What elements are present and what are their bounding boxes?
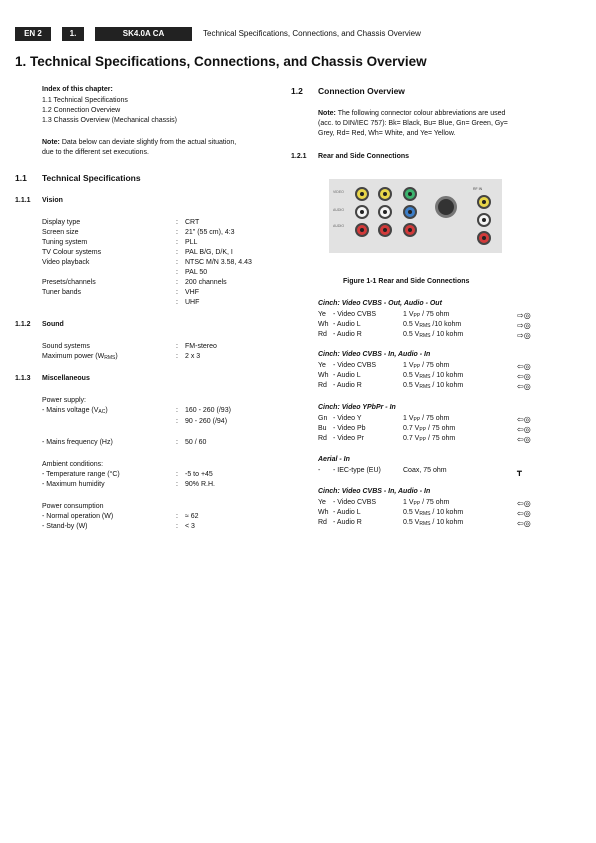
colon: : bbox=[176, 239, 178, 246]
header-title: Technical Specifications, Connections, and Chassis Overview bbox=[203, 29, 421, 38]
vision-label: Display type bbox=[42, 219, 81, 226]
connector-description: - Video CVBS bbox=[333, 499, 377, 506]
temperature-value: -5 to +45 bbox=[185, 471, 213, 478]
section-1-2-1-number: 1.2.1 bbox=[291, 153, 307, 160]
connector-description: - Audio L bbox=[333, 321, 361, 328]
page-number-badge: EN 2 bbox=[15, 27, 51, 41]
ambient-label: Ambient conditions: bbox=[42, 461, 104, 468]
connector-value: 1 $V_{PP} / 75$ ohm bbox=[403, 311, 450, 319]
red-cinch-jack bbox=[403, 223, 417, 237]
connector-value: 1 $V_{PP} / 75$ ohm bbox=[403, 362, 450, 370]
vision-label: Tuning system bbox=[42, 239, 88, 246]
sound-power-value: 2 x 3 bbox=[185, 353, 201, 360]
panel-label-rf-in: RF IN bbox=[473, 187, 483, 191]
colon: : bbox=[176, 289, 178, 296]
vision-row bbox=[42, 239, 242, 249]
sound-systems-value: FM-stereo bbox=[185, 343, 217, 350]
humidity-value: 90% R.H. bbox=[185, 481, 215, 488]
vision-row bbox=[42, 289, 242, 299]
colon: : bbox=[176, 439, 178, 446]
vision-value: 200 channels bbox=[185, 279, 227, 286]
connector-description: - Audio R bbox=[333, 519, 362, 526]
mains-voltage-value-2: 90 - 260 (/94) bbox=[185, 418, 228, 425]
connector-group-title: Cinch: Video CVBS - Out, Audio - Out bbox=[318, 300, 442, 307]
vision-label: Video playback bbox=[42, 259, 90, 266]
connector-colour: Rd bbox=[318, 331, 327, 338]
connector-direction-icon: ┳ bbox=[517, 467, 522, 476]
vision-value: PAL B/G, D/K, I bbox=[185, 249, 233, 256]
connector-value: 0.5 $V_{RMS} / 10$ kohm bbox=[403, 519, 464, 527]
connector-value: 0.5 $V_{RMS}$ /10 kohm bbox=[403, 321, 462, 329]
index-item-1[interactable]: 1.1 Technical Specifications bbox=[42, 97, 128, 104]
chapter-title: 1. Technical Specifications, Connections, and Chassis Overview bbox=[15, 54, 427, 69]
yellow-cinch-jack bbox=[378, 187, 392, 201]
mains-frequency-value: 50 / 60 bbox=[185, 439, 207, 446]
temperature-label: - Temperature range (°C) bbox=[42, 471, 120, 478]
connector-value: 0.5 $V_{RMS} / 10$ kohm bbox=[403, 382, 464, 390]
connector-group-title: Aerial - In bbox=[318, 456, 350, 463]
red-cinch-jack bbox=[355, 223, 369, 237]
colon: : bbox=[176, 481, 178, 488]
connector-description: - Video Pr bbox=[333, 435, 364, 442]
colon: : bbox=[176, 513, 178, 520]
connector-description: - Audio R bbox=[333, 382, 362, 389]
vision-row bbox=[42, 259, 252, 269]
connector-value: 1 $V_{PP} / 75$ ohm bbox=[403, 415, 450, 423]
connector-value: 0.5 $V_{RMS} / 10$ kohm bbox=[403, 509, 464, 517]
connector-colour: Ye bbox=[318, 362, 326, 369]
aerial-socket bbox=[435, 196, 457, 218]
colon: : bbox=[176, 249, 178, 256]
sound-power-label: Maximum power $(W_{RMS})$ bbox=[42, 353, 118, 361]
rear-side-connector-panel bbox=[329, 179, 502, 253]
vision-row bbox=[42, 249, 242, 259]
vision-value: NTSC M/N 3.58, 4.43 bbox=[185, 259, 252, 266]
connector-description: - Video Y bbox=[333, 415, 362, 422]
connector-note-line3: Grey, Rd= Red, Wh= White, and Ye= Yellow. bbox=[318, 130, 456, 137]
chapter-number-badge: 1. bbox=[62, 27, 84, 41]
normal-operation-value: ≈ 62 bbox=[185, 513, 199, 520]
connector-value: 0.7 $V_{PP} / 75$ ohm bbox=[403, 435, 456, 443]
connector-group-title: Cinch: Video YPbPr - In bbox=[318, 404, 396, 411]
connector-direction-icon: ⇦◎ bbox=[517, 509, 531, 518]
vision-row bbox=[42, 269, 242, 279]
connector-description: - Video Pb bbox=[333, 425, 366, 432]
connector-direction-icon: ⇦◎ bbox=[517, 372, 531, 381]
white-cinch-jack bbox=[355, 205, 369, 219]
connector-group-title: Cinch: Video CVBS - In, Audio - In bbox=[318, 351, 431, 358]
connector-colour: Bu bbox=[318, 425, 327, 432]
connector-direction-icon: ⇦◎ bbox=[517, 519, 531, 528]
model-badge: SK4.0A CA bbox=[95, 27, 192, 41]
colon: : bbox=[176, 269, 178, 276]
green-cinch-jack bbox=[403, 187, 417, 201]
colon: : bbox=[176, 407, 178, 414]
side-yellow-cinch-jack bbox=[477, 195, 491, 209]
humidity-label: - Maximum humidity bbox=[42, 481, 105, 488]
section-1-1-1-title: Vision bbox=[42, 197, 63, 204]
connector-direction-icon: ⇦◎ bbox=[517, 382, 531, 391]
colon: : bbox=[176, 279, 178, 286]
mains-frequency-label: - Mains frequency (Hz) bbox=[42, 439, 113, 446]
connector-direction-icon: ⇨◎ bbox=[517, 321, 531, 330]
connector-direction-icon: ⇨◎ bbox=[517, 311, 531, 320]
colon: : bbox=[176, 299, 178, 306]
connector-description: - Audio R bbox=[333, 331, 362, 338]
power-supply-label: Power supply: bbox=[42, 397, 86, 404]
connector-colour: Rd bbox=[318, 382, 327, 389]
normal-operation-label: - Normal operation (W) bbox=[42, 513, 114, 520]
colon: : bbox=[176, 229, 178, 236]
standby-label: - Stand-by (W) bbox=[42, 523, 88, 530]
connector-colour: Ye bbox=[318, 499, 326, 506]
colon: : bbox=[176, 259, 178, 266]
vision-row bbox=[42, 219, 242, 229]
connector-colour: Rd bbox=[318, 519, 327, 526]
side-white-cinch-jack bbox=[477, 213, 491, 227]
vision-label: Screen size bbox=[42, 229, 79, 236]
connector-direction-icon: ⇦◎ bbox=[517, 425, 531, 434]
colon: : bbox=[176, 471, 178, 478]
section-1-1-title: Technical Specifications bbox=[42, 173, 141, 183]
connector-colour: Wh bbox=[318, 509, 329, 516]
blue-cinch-jack bbox=[403, 205, 417, 219]
index-note-line2: due to the different set executions. bbox=[42, 149, 149, 156]
connector-value: 0.7 $V_{PP} / 75$ ohm bbox=[403, 425, 456, 433]
index-heading: Index of this chapter: bbox=[42, 86, 113, 93]
section-1-1-2-number: 1.1.2 bbox=[15, 321, 31, 328]
connector-colour: Gn bbox=[318, 415, 328, 422]
vision-label: TV Colour systems bbox=[42, 249, 102, 256]
connector-description: - Video CVBS bbox=[333, 362, 377, 369]
mains-voltage-value-1: 160 - 260 (/93) bbox=[185, 407, 231, 414]
connector-colour: Wh bbox=[318, 372, 329, 379]
consumption-label: Power consumption bbox=[42, 503, 104, 510]
connector-value: 0.5 $V_{RMS} / 10$ kohm bbox=[403, 331, 464, 339]
vision-label: Tuner bands bbox=[42, 289, 82, 296]
connector-direction-icon: ⇦◎ bbox=[517, 435, 531, 444]
section-1-2-1-title: Rear and Side Connections bbox=[318, 153, 410, 160]
connector-colour: Rd bbox=[318, 435, 327, 442]
vision-value: PAL 50 bbox=[185, 269, 208, 276]
red-cinch-jack bbox=[378, 223, 392, 237]
connector-description: - IEC-type (EU) bbox=[333, 467, 381, 474]
colon: : bbox=[176, 343, 178, 350]
vision-value: PLL bbox=[185, 239, 198, 246]
colon: : bbox=[176, 219, 178, 226]
index-item-3[interactable]: 1.3 Chassis Overview (Mechanical chassis) bbox=[42, 117, 177, 124]
yellow-cinch-jack bbox=[355, 187, 369, 201]
connector-value: 0.5 $V_{RMS} / 10$ kohm bbox=[403, 372, 464, 380]
white-cinch-jack bbox=[378, 205, 392, 219]
mains-voltage-label: - Mains voltage $(V_{AC})$ bbox=[42, 407, 108, 415]
connector-description: - Audio L bbox=[333, 372, 361, 379]
panel-label-audio-r: AUDIO bbox=[333, 224, 345, 228]
connector-direction-icon: ⇦◎ bbox=[517, 415, 531, 424]
panel-label-audio-l: AUDIO bbox=[333, 208, 345, 212]
panel-label-video: VIDEO bbox=[333, 190, 344, 194]
section-1-2-title: Connection Overview bbox=[318, 86, 405, 96]
connector-colour: - bbox=[318, 467, 321, 474]
section-1-1-number: 1.1 bbox=[15, 173, 27, 183]
vision-value: UHF bbox=[185, 299, 200, 306]
section-1-1-1-number: 1.1.1 bbox=[15, 197, 31, 204]
figure-caption: Figure 1-1 Rear and Side Connections bbox=[343, 278, 470, 285]
sound-systems-label: Sound systems bbox=[42, 343, 90, 350]
vision-row bbox=[42, 299, 242, 309]
connector-note-line1: Note: The following connector colour abbreviations are used bbox=[318, 110, 506, 117]
vision-value: CRT bbox=[185, 219, 200, 226]
section-1-2-number: 1.2 bbox=[291, 86, 303, 96]
colon: : bbox=[176, 523, 178, 530]
connector-note-line2: (acc. to DIN/IEC 757): Bk= Black, Bu= Blue, Gn= Green, Gy= bbox=[318, 120, 508, 127]
section-1-1-2-title: Sound bbox=[42, 321, 64, 328]
index-note-line1: Note: Data below can deviate slightly from the actual situation, bbox=[42, 139, 237, 146]
section-1-1-3-number: 1.1.3 bbox=[15, 375, 31, 382]
vision-row bbox=[42, 229, 242, 239]
connector-description: - Video CVBS bbox=[333, 311, 377, 318]
standby-value: < 3 bbox=[185, 523, 195, 530]
section-1-1-3-title: Miscellaneous bbox=[42, 375, 90, 382]
vision-value: VHF bbox=[185, 289, 199, 296]
connector-value: 1 $V_{PP} / 75$ ohm bbox=[403, 499, 450, 507]
colon: : bbox=[176, 418, 178, 425]
vision-row bbox=[42, 279, 242, 289]
index-item-2[interactable]: 1.2 Connection Overview bbox=[42, 107, 121, 114]
vision-label: Presets/channels bbox=[42, 279, 96, 286]
connector-colour: Wh bbox=[318, 321, 329, 328]
connector-description: - Audio L bbox=[333, 509, 361, 516]
side-red-cinch-jack bbox=[477, 231, 491, 245]
connector-direction-icon: ⇨◎ bbox=[517, 331, 531, 340]
connector-direction-icon: ⇦◎ bbox=[517, 362, 531, 371]
connector-colour: Ye bbox=[318, 311, 326, 318]
connector-value: Coax, 75 ohm bbox=[403, 467, 447, 474]
connector-direction-icon: ⇦◎ bbox=[517, 499, 531, 508]
connector-group-title: Cinch: Video CVBS - In, Audio - In bbox=[318, 488, 431, 495]
colon: : bbox=[176, 353, 178, 360]
vision-value: 21" (55 cm), 4:3 bbox=[185, 229, 235, 236]
